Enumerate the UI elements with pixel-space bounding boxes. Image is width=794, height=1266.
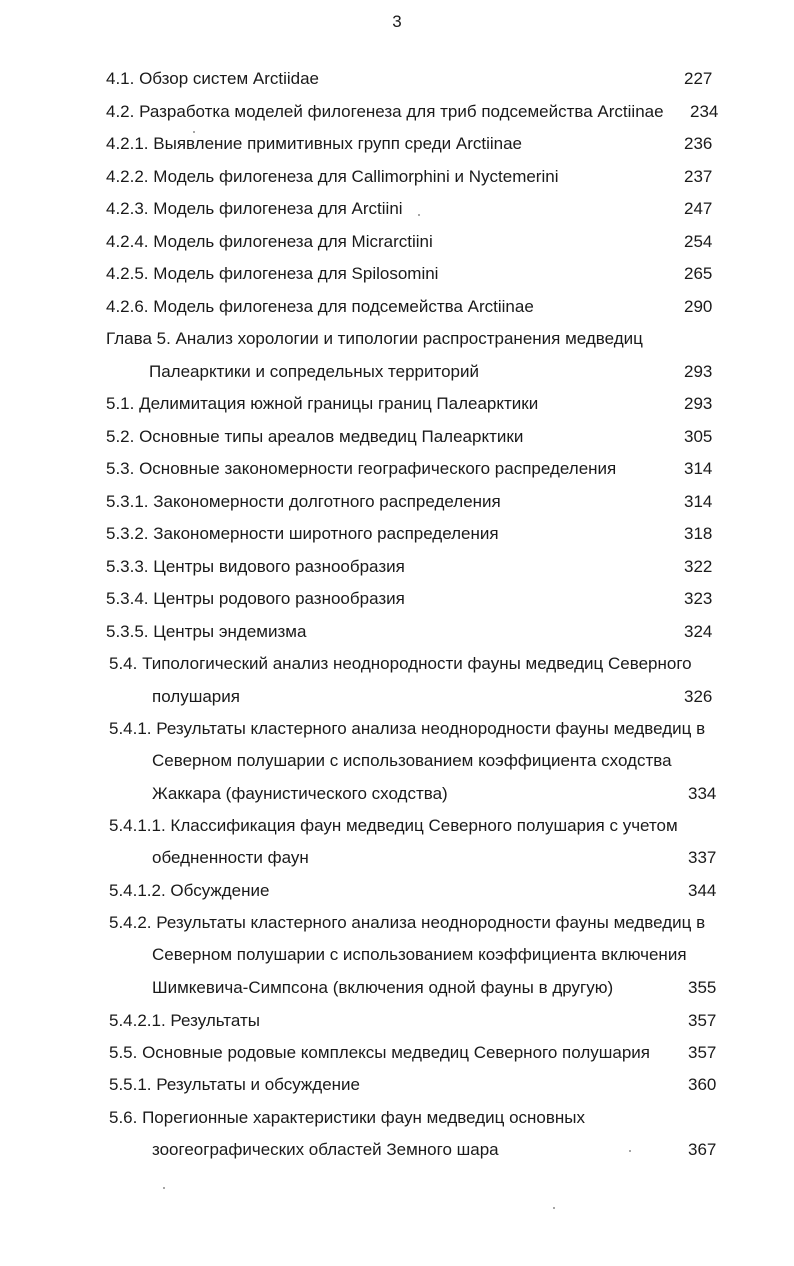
toc-entry-page: 367 bbox=[688, 1140, 717, 1159]
toc-entry-text: 4.1. Обзор систем Arctiidae bbox=[106, 69, 319, 88]
toc-entry-text: 5.1. Делимитация южной границы границ Палеарктики bbox=[106, 394, 539, 413]
toc-entry-page: 344 bbox=[688, 881, 717, 900]
toc-entry-text: 5.3. Основные закономерности географического распределения bbox=[106, 459, 617, 478]
toc-entry-page: 293 bbox=[684, 394, 713, 413]
toc-entry-page: 236 bbox=[684, 134, 713, 153]
toc-entry-text: обедненности фаун bbox=[152, 848, 309, 867]
toc-entry-text: 4.2.1. Выявление примитивных групп среди Arctiinae bbox=[106, 134, 522, 153]
toc-entry-page: 234 bbox=[690, 102, 719, 121]
toc-entry-text: 4.2.4. Модель филогенеза для Micrarctiini bbox=[106, 232, 433, 251]
toc-entry-text: 4.2.3. Модель филогенеза для Arctiini bbox=[106, 199, 403, 218]
scan-speck bbox=[418, 214, 420, 216]
toc-entry-page: 357 bbox=[688, 1011, 717, 1030]
toc-entry-page: 337 bbox=[688, 848, 717, 867]
toc-entry-text: Палеарктики и сопредельных территорий bbox=[149, 362, 479, 381]
toc-entry-text: Северном полушарии с использованием коэффициента включения bbox=[152, 945, 687, 964]
toc-entry-page: 324 bbox=[684, 622, 713, 641]
page-number: 3 bbox=[392, 12, 402, 31]
toc-entry-page: 247 bbox=[684, 199, 713, 218]
toc-entry-page: 293 bbox=[684, 362, 713, 381]
toc-entry-page: 357 bbox=[688, 1043, 717, 1062]
toc-entry-text: 5.6. Порегионные характеристики фаун медведиц основных bbox=[109, 1108, 586, 1127]
scan-speck bbox=[163, 1187, 165, 1189]
toc-entry-page: 314 bbox=[684, 492, 713, 511]
toc-entry-page: 334 bbox=[688, 784, 717, 803]
toc-entry-text: 5.3.1. Закономерности долготного распределения bbox=[106, 492, 501, 511]
toc-entry-page: 314 bbox=[684, 459, 713, 478]
toc-entry-text: 4.2.6. Модель филогенеза для подсемейства Arctiinae bbox=[106, 297, 534, 316]
toc-entry-page: 265 bbox=[684, 264, 713, 283]
toc-entry-text: 5.3.5. Центры эндемизма bbox=[106, 622, 307, 641]
toc-entry-text: 5.4.2.1. Результаты bbox=[109, 1011, 260, 1030]
toc-entry-text: Северном полушарии с использованием коэффициента сходства bbox=[152, 751, 672, 770]
toc-entry-text: 5.4.1.2. Обсуждение bbox=[109, 881, 270, 900]
toc-entry-text: 5.3.2. Закономерности широтного распределения bbox=[106, 524, 499, 543]
toc-entry-text: Жаккара (фаунистического сходства) bbox=[152, 784, 448, 803]
toc-entry-text: 5.2. Основные типы ареалов медведиц Палеарктики bbox=[106, 427, 524, 446]
toc-entry-page: 237 bbox=[684, 167, 713, 186]
toc-entry-page: 290 bbox=[684, 297, 713, 316]
scan-speck bbox=[193, 131, 195, 133]
toc-entry-page: 227 bbox=[684, 69, 713, 88]
toc-entry-text: 5.4.1. Результаты кластерного анализа неоднородности фауны медведиц в bbox=[109, 719, 706, 738]
toc-entry-text: 5.4. Типологический анализ неоднородности фауны медведиц Северного bbox=[109, 654, 692, 673]
toc-entry-page: 322 bbox=[684, 557, 713, 576]
toc-entry-text: 5.4.1.1. Классификация фаун медведиц Северного полушария с учетом bbox=[109, 816, 678, 835]
toc-entry-page: 318 bbox=[684, 524, 713, 543]
toc-entry-text: 5.3.3. Центры видового разнообразия bbox=[106, 557, 405, 576]
toc-entry-text: 4.2.5. Модель филогенеза для Spilosomini bbox=[106, 264, 439, 283]
toc-entry-text: Глава 5. Анализ хорологии и типологии распространения медведиц bbox=[106, 329, 643, 348]
scan-speck bbox=[553, 1207, 555, 1209]
toc-entry-page: 326 bbox=[684, 687, 713, 706]
toc-entry-text: полушария bbox=[152, 687, 240, 706]
toc-entry-text: 5.5. Основные родовые комплексы медведиц Северного полушария bbox=[109, 1043, 650, 1062]
toc-entry-page: 360 bbox=[688, 1075, 717, 1094]
toc-entry-text: 5.3.4. Центры родового разнообразия bbox=[106, 589, 405, 608]
toc-entry-page: 355 bbox=[688, 978, 717, 997]
scan-speck bbox=[629, 1150, 631, 1152]
toc-entry-text: 4.2. Разработка моделей филогенеза для триб подсемейства Arctiinae bbox=[106, 102, 664, 121]
toc-entry-text: 5.4.2. Результаты кластерного анализа неоднородности фауны медведиц в bbox=[109, 913, 706, 932]
toc-entry-page: 305 bbox=[684, 427, 713, 446]
toc-entry-text: зоогеографических областей Земного шара bbox=[152, 1140, 499, 1159]
toc-entry-page: 254 bbox=[684, 232, 713, 251]
toc-entry-page: 323 bbox=[684, 589, 713, 608]
toc-entry-text: Шимкевича-Симпсона (включения одной фауны в другую) bbox=[152, 978, 614, 997]
toc-entry-text: 5.5.1. Результаты и обсуждение bbox=[109, 1075, 361, 1094]
toc-entry-text: 4.2.2. Модель филогенеза для Callimorphini и Nyctemerini bbox=[106, 167, 559, 186]
